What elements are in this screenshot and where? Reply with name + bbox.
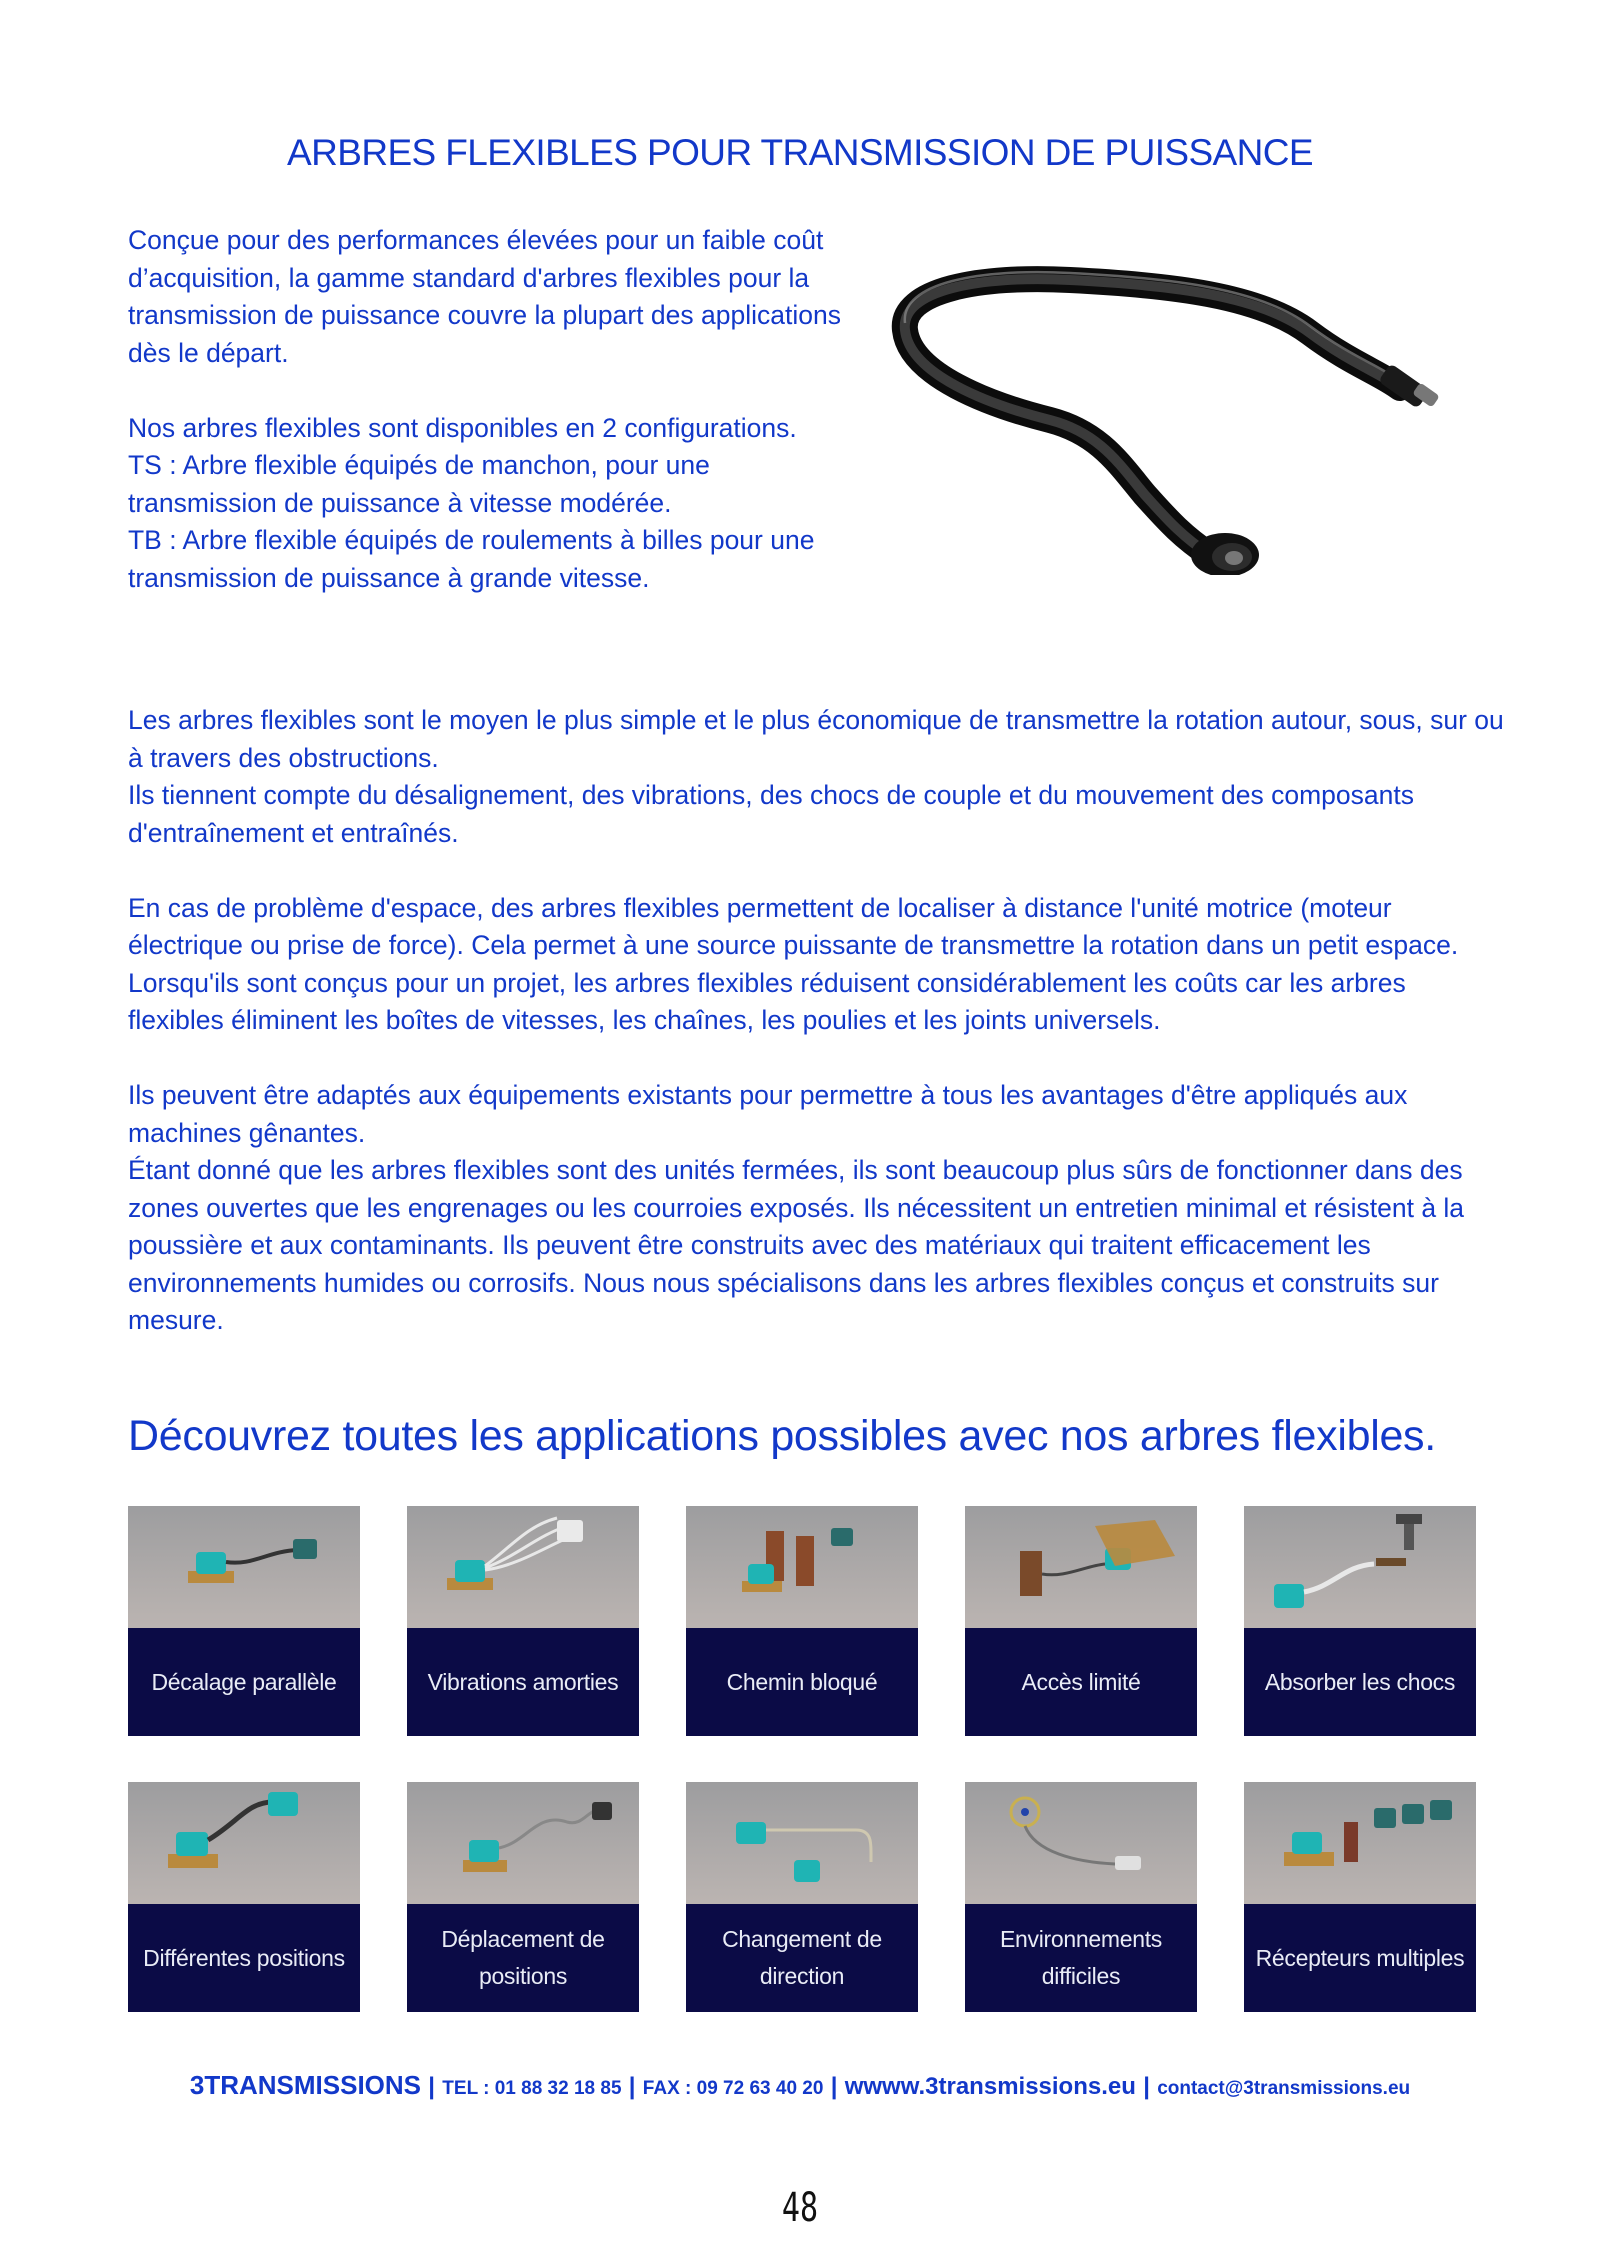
application-tile-multiple-receivers[interactable] (1244, 1782, 1476, 2012)
description-line: Les arbres flexibles sont le moyen le plus simple et le plus économique de transmettre la rotation autour, sous, sur ou à travers des obstructions. (128, 705, 1504, 773)
direction-change-illustration (686, 1782, 918, 1902)
footer-contact (0, 2070, 1600, 2101)
application-tile-harsh-environments[interactable] (965, 1782, 1197, 2012)
phone-number: TEL : 01 88 32 18 85 (442, 2078, 622, 2099)
tb-config-line: TB : Arbre flexible équipés de roulements à billes pour une transmission de puissance à grande vitesse. (128, 525, 815, 593)
shock-absorption-illustration (1244, 1506, 1476, 1626)
application-label: Décalage parallèle (128, 1628, 360, 1736)
damped-vibrations-illustration (407, 1506, 639, 1626)
description-paragraph (128, 702, 1508, 852)
description-line: Lorsqu'ils sont conçus pour un projet, les arbres flexibles réduisent considérablement les coûts car les arbres flexibles éliminent les boîtes de vitesses, les chaînes, les poulies et les joints universels. (128, 967, 1406, 1035)
description-line: En cas de problème d'espace, des arbres flexibles permettent de localiser à distance l'unité motrice (moteur électrique ou prise de force). Cela permet à une source puissante de transmettre la rotation dans un petit espace. (128, 892, 1459, 960)
description-paragraph (128, 1077, 1508, 1340)
limited-access-illustration (965, 1506, 1197, 1626)
description-paragraph (128, 890, 1508, 1040)
position-change-illustration (407, 1782, 639, 1902)
applications-heading: Découvrez toutes les applications possibles avec nos arbres flexibles. (128, 1412, 1436, 1460)
application-tile-parallel-offset[interactable] (128, 1506, 360, 1736)
harsh-environments-illustration (965, 1782, 1197, 1902)
application-tile-damped-vibrations[interactable] (407, 1506, 639, 1736)
multiple-receivers-illustration (1244, 1782, 1476, 1902)
shaft-coupling (1191, 533, 1259, 575)
blocked-path-illustration (686, 1506, 918, 1626)
parallel-offset-illustration (128, 1506, 360, 1626)
different-positions-illustration (128, 1782, 360, 1902)
application-label: Environnements difficiles (965, 1904, 1197, 2012)
separator: | (830, 2073, 838, 2100)
description-line: Ils tiennent compte du désalignement, des vibrations, des chocs de couple et du mouvement des composants d'entraînement et entraînés. (128, 780, 1415, 848)
application-label: Absorber les chocs (1244, 1628, 1476, 1736)
separator: | (428, 2073, 436, 2100)
fax-number: FAX : 09 72 63 40 20 (642, 2078, 824, 2099)
application-tile-limited-access[interactable] (965, 1506, 1197, 1736)
description-line: Étant donné que les arbres flexibles sont des unités fermées, ils sont beaucoup plus sûrs de fonctionner dans des zones ouvertes que les engrenages ou les courroies exposés. Ils nécessitent un entretien minimal et résistent à la poussière et aux contaminants. Ils peuvent être construits avec des matériaux qui traitent efficacement les environnements humides ou corrosifs. Nous nous spécialisons dans les arbres flexibles conçus et construits sur mesure. (128, 1155, 1465, 1335)
email-link[interactable]: contact@3transmissions.eu (1157, 2078, 1411, 2099)
separator: | (628, 2073, 636, 2100)
application-label: Déplacement de positions (407, 1904, 639, 2012)
application-label: Récepteurs multiples (1244, 1904, 1476, 2012)
application-tile-direction-change[interactable] (686, 1782, 918, 2012)
company-name: 3TRANSMISSIONS (189, 2070, 422, 2100)
description-text (128, 702, 1508, 1340)
applications-grid (128, 1506, 1478, 2011)
page-title: ARBRES FLEXIBLES POUR TRANSMISSION DE PUISSANCE (287, 132, 1313, 173)
application-tile-position-change[interactable] (407, 1782, 639, 2012)
application-label: Chemin bloqué (686, 1628, 918, 1736)
application-label: Vibrations amorties (407, 1628, 639, 1736)
intro-paragraph: Conçue pour des performances élevées pour un faible coût d’acquisition, la gamme standard d'arbres flexibles pour la transmission de puissance couvre la plupart des applications dès le départ. (128, 225, 841, 368)
application-label: Différentes positions (128, 1904, 360, 2012)
ts-config-line: TS : Arbre flexible équipés de manchon, pour une transmission de puissance à vitesse modérée. (128, 450, 710, 518)
description-line: Ils peuvent être adaptés aux équipements existants pour permettre à tous les avantages d'être appliqués aux machines gênantes. (128, 1080, 1408, 1148)
application-tile-different-positions[interactable] (128, 1782, 360, 2012)
page-number: 48 (781, 2185, 819, 2231)
website-link[interactable]: wwww.3transmissions.eu (844, 2073, 1136, 2100)
application-label: Changement de direction (686, 1904, 918, 2012)
application-tile-shock-absorption[interactable] (1244, 1506, 1476, 1736)
application-label: Accès limité (965, 1628, 1197, 1736)
intro-text (128, 222, 858, 597)
configurations-paragraph (128, 410, 858, 598)
flexible-shaft-image (880, 255, 1450, 575)
shaft-end-fitting (1378, 363, 1440, 409)
configurations-line: Nos arbres flexibles sont disponibles en 2 configurations. (128, 412, 797, 443)
separator: | (1143, 2073, 1150, 2100)
application-tile-blocked-path[interactable] (686, 1506, 918, 1736)
